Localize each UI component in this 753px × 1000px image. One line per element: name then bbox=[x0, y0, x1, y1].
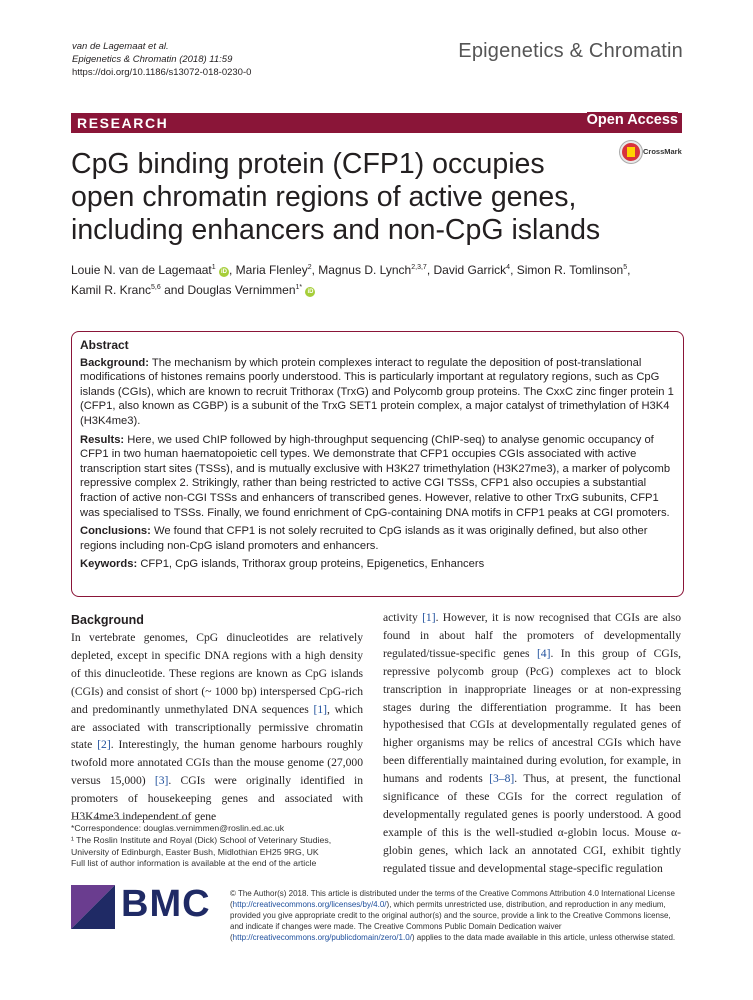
author-sep: , bbox=[627, 263, 631, 277]
body-column-right bbox=[383, 609, 681, 878]
abstract-box bbox=[71, 331, 684, 597]
affil-sup: 2,3,7 bbox=[411, 264, 427, 271]
text: . CGIs were originally identified in promoters of housekeeping genes and associated with H3K4me3 independent of gene bbox=[71, 774, 363, 824]
affil-sup: 1* bbox=[295, 284, 303, 291]
text: . However, it is now recognised that CGIs are also found in about half the promoters of developmentally regulated/tissue-specific genes bbox=[383, 611, 682, 660]
affil-sup: 2 bbox=[307, 264, 312, 271]
bmc-mark-icon bbox=[71, 885, 115, 929]
author-name[interactable]: Louie N. van de Lagemaat bbox=[71, 263, 212, 277]
abstract-conclusions bbox=[80, 524, 675, 553]
license-text bbox=[230, 888, 680, 943]
text: , which are associated with transcriptionally permissive chromatin state bbox=[71, 702, 363, 752]
orcid-icon[interactable]: iD bbox=[307, 289, 314, 295]
citation: Epigenetics & Chromatin (2018) 11:59 bbox=[72, 54, 233, 65]
section-text: The mechanism by which protein complexes interact to regulate the deposition of post-translational modifications of histones remains poorly understood. This is particularly important at regulatory regions, such as CpG islands (CGIs), which are known to recruit Trithorax (TrxG) and Polycomb group proteins. The CxxC zinc finger protein 1 (CFP1, also known as CGBP) is a subunit of the TrxG SET1 protein complex, a major catalyst of trimethylation of H3K4 (H3K4me3). bbox=[80, 356, 674, 427]
abstract-background bbox=[80, 356, 675, 429]
article-type-label: RESEARCH bbox=[77, 115, 169, 131]
text: ), which permits unrestricted use, distribution, and reproduction in any medium, provided you give appropriate credit to the original author(s) and the source, provide a link to the Creative Commons license, and indicate if changes were made. The Creative Commons Public Domain Dedication waiver ( bbox=[230, 900, 671, 942]
author-name[interactable]: and Douglas Vernimmen bbox=[160, 283, 296, 297]
citation-link[interactable]: [1] bbox=[422, 611, 436, 624]
journal-name: Epigenetics & Chromatin bbox=[458, 40, 683, 62]
correspondence[interactable]: *Correspondence: douglas.vernimmen@roslin.ed.ac.uk bbox=[71, 823, 285, 833]
license-link[interactable]: http://creativecommons.org/licenses/by/4.0/ bbox=[232, 900, 387, 909]
crossmark-icon bbox=[620, 141, 642, 163]
text: In vertebrate genomes, CpG dinucleotides are relatively depleted, except in specific DNA regions with a high density of this dinucleotide. These regions are known as CpG islands (CGIs) and consist of short (~ 1000 bp) interspersed CpG-rich and predominantly unmethylated DNA sequences bbox=[71, 631, 363, 716]
section-text: CFP1, CpG islands, Trithorax group proteins, Epigenetics, Enhancers bbox=[140, 558, 485, 571]
text: ) applies to the data made available in this article, unless otherwise stated. bbox=[411, 933, 676, 942]
citation-link[interactable]: [1] bbox=[313, 702, 328, 716]
footnote-rule bbox=[71, 819, 191, 820]
authors-short: van de Lagemaat et al. bbox=[72, 41, 169, 52]
paragraph bbox=[71, 629, 363, 826]
author-list bbox=[71, 259, 691, 299]
text: activity bbox=[383, 611, 423, 624]
waiver-link[interactable]: http://creativecommons.org/publicdomain/zero/1.0/ bbox=[232, 933, 412, 942]
author-name[interactable]: , Simon R. Tomlinson bbox=[510, 263, 624, 277]
crossmark-label: CrossMark bbox=[643, 147, 682, 156]
citation-link[interactable]: [4] bbox=[536, 646, 551, 660]
author-name[interactable]: , Maria Flenley bbox=[229, 263, 308, 277]
abstract-results bbox=[80, 433, 675, 521]
section-label: Conclusions: bbox=[80, 525, 151, 538]
section-heading: Background bbox=[71, 613, 144, 627]
citation-link[interactable]: [2] bbox=[97, 738, 111, 752]
bmc-wordmark: BMC bbox=[121, 883, 211, 925]
body-column-left bbox=[71, 611, 363, 826]
orcid-icon[interactable]: iD bbox=[221, 269, 228, 275]
paragraph bbox=[383, 609, 681, 878]
affiliation: ¹ The Roslin Institute and Royal (Dick) School of Veterinary Studies, University of Edinburgh, Easter Bush, Midlothian EH25 9RG, UK bbox=[71, 834, 332, 857]
crossmark-badge[interactable] bbox=[617, 139, 681, 169]
section-label: Results: bbox=[80, 433, 125, 446]
author-name[interactable]: , Magnus D. Lynch bbox=[311, 263, 412, 277]
affil-sup: 5,6 bbox=[151, 284, 161, 291]
author-name[interactable]: Kamil R. Kranc bbox=[71, 283, 152, 297]
article-title bbox=[71, 148, 631, 247]
citation-link[interactable]: [3–8] bbox=[489, 772, 515, 786]
title-line: including enhancers and non-CpG islands bbox=[71, 214, 601, 246]
text: © The Author(s) 2018. This article is distributed under the terms of the Creative Commons Attribution 4.0 International License ( bbox=[230, 889, 675, 909]
abstract-keywords bbox=[80, 557, 675, 572]
affil-sup: 5 bbox=[623, 264, 628, 271]
full-list-note: Full list of author information is available at the end of the article bbox=[71, 858, 317, 869]
affil-sup: 4 bbox=[506, 264, 511, 271]
citation-meta bbox=[72, 40, 251, 79]
text: . In this group of CGIs, repressive polycomb group (PcG) complexes act to block transcription in inappropriate lineages or at non-expressing stages during the differentiation programme. It has been hypothesised that CGIs at developmentally regulated genes of higher organisms may be relics of ancestral CGIs which have been differentially maintained during evolution, for example, in humans and rodents bbox=[383, 646, 681, 786]
citation-link[interactable]: [3] bbox=[154, 774, 169, 788]
bmc-logo[interactable] bbox=[71, 885, 221, 930]
section-text: Here, we used ChIP followed by high-throughput sequencing (ChIP-seq) to analyse genomic occupancy of CFP1 in two human haematopoietic cell types. We demonstrate that CFP1 occupies CGIs associated with active transcription start sites (TSSs), and is mutually exclusive with H3K27 trimethylation (H3K27me3), a marker of polycomb repressive complex 2. Strikingly, rather than being restricted to active CGI TSSs, CFP1 also occupies a substantial fraction of active non-CGI TSSs and enhancers of transcribed genes. However, relative to other TrxG subunits, CFP1 was specialised to TSSs. Finally, we found enrichment of CpG-containing DNA motifs in CFP1 peaks at CGI promoters. bbox=[80, 433, 671, 519]
title-line: open chromatin regions of active genes, bbox=[71, 181, 577, 213]
text: . Thus, at present, the functional significance of these CGIs for the correct regulation of developmentally regulated genes is poorly understood. A good example of this is the well-studied α-globin locus. Mouse α-globin genes, which lack an annotated CGI, exhibit tightly regulated tissue and developmental stage-specific regulation bbox=[383, 772, 681, 875]
title-line: CpG binding protein (CFP1) occupies bbox=[71, 148, 545, 180]
open-access-label: Open Access bbox=[586, 112, 678, 128]
doi-link[interactable]: https://doi.org/10.1186/s13072-018-0230-0 bbox=[72, 67, 252, 78]
section-label: Background: bbox=[80, 356, 149, 369]
author-name[interactable]: , David Garrick bbox=[426, 263, 507, 277]
section-label: Keywords: bbox=[80, 558, 138, 571]
footnote bbox=[71, 823, 363, 870]
abstract-heading: Abstract bbox=[80, 338, 129, 352]
text: . Interestingly, the human genome harbours roughly twofold more annotated CGIs than the mouse genome (27,000 versus 15,000) bbox=[71, 738, 363, 788]
article-type-band bbox=[71, 113, 682, 133]
affil-sup: 1 bbox=[211, 264, 216, 271]
section-text: We found that CFP1 is not solely recruited to CpG islands as it was originally defined, but also other regions including non-CpG island promoters and enhancers. bbox=[80, 525, 648, 552]
